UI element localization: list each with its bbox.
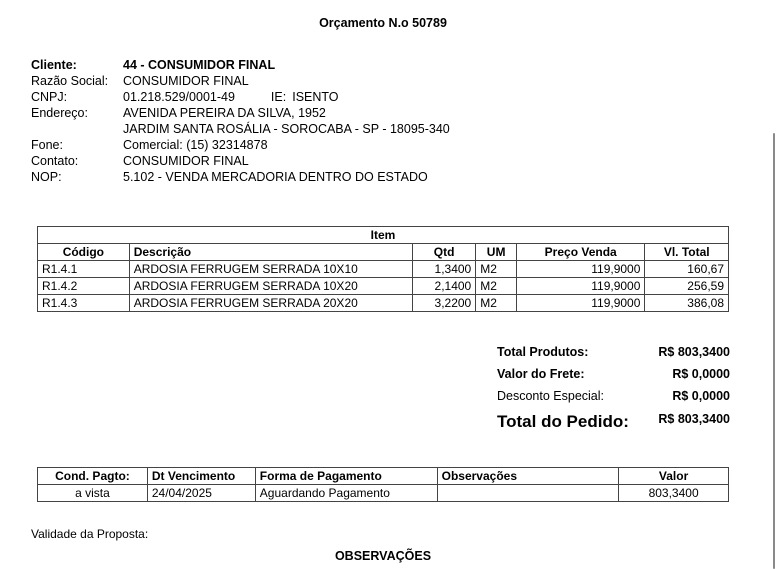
validade-proposta-label: Validade da Proposta:	[31, 527, 149, 541]
table-row	[38, 278, 729, 295]
endereco-label: Endereço:	[31, 106, 88, 120]
cell-total: 386,08	[645, 295, 729, 312]
col-header-qtd: Qtd	[413, 244, 476, 261]
total-pedido-label: Total do Pedido:	[497, 412, 629, 431]
fone-row	[31, 137, 450, 153]
desconto-row	[497, 389, 730, 411]
cell-cond-pagto: a vista	[38, 485, 148, 502]
col-header-observacoes: Observações	[437, 468, 619, 485]
client-row	[31, 57, 450, 73]
col-header-cond-pagto: Cond. Pagto:	[38, 468, 148, 485]
razao-value: CONSUMIDOR FINAL	[123, 74, 249, 88]
cell-um: M2	[476, 261, 517, 278]
col-header-forma-pagamento: Forma de Pagamento	[255, 468, 437, 485]
ie-value: ISENTO	[292, 90, 339, 104]
cell-observacoes	[437, 485, 619, 502]
endereco-line1: AVENIDA PEREIRA DA SILVA, 1952	[123, 106, 326, 120]
items-group-header: Item	[38, 227, 729, 244]
cell-dt-vencimento: 24/04/2025	[147, 485, 255, 502]
col-header-dt-vencimento: Dt Vencimento	[147, 468, 255, 485]
cell-codigo: R1.4.2	[38, 278, 130, 295]
razao-label: Razão Social:	[31, 74, 109, 88]
items-table	[37, 226, 729, 312]
cell-valor: 803,3400	[619, 485, 729, 502]
document-title: Orçamento N.o 50789	[319, 16, 447, 30]
total-produtos-label: Total Produtos:	[497, 345, 589, 359]
nop-value: 5.102 - VENDA MERCADORIA DENTRO DO ESTADO	[123, 170, 428, 184]
nop-row	[31, 169, 450, 185]
cell-descricao: ARDOSIA FERRUGEM SERRADA 20X20	[129, 295, 412, 312]
totals-block	[497, 345, 730, 437]
cnpj-label: CNPJ:	[31, 90, 68, 104]
cell-um: M2	[476, 278, 517, 295]
payment-table	[37, 467, 729, 502]
cell-qtd: 1,3400	[413, 261, 476, 278]
col-header-total: Vl. Total	[645, 244, 729, 261]
table-row	[38, 295, 729, 312]
col-header-descricao: Descrição	[129, 244, 412, 261]
table-row	[38, 261, 729, 278]
vertical-scrollbar[interactable]	[767, 0, 781, 569]
cliente-label: Cliente:	[31, 58, 77, 72]
total-pedido-value: R$ 803,3400	[658, 412, 730, 426]
nop-label: NOP:	[31, 170, 62, 184]
total-pedido-row	[497, 411, 730, 437]
total-produtos-row	[497, 345, 730, 367]
client-info	[31, 57, 450, 185]
col-header-um: UM	[476, 244, 517, 261]
cnpj-value: 01.218.529/0001-49	[123, 90, 235, 104]
fone-value: Comercial: (15) 32314878	[123, 138, 268, 152]
cell-descricao: ARDOSIA FERRUGEM SERRADA 10X20	[129, 278, 412, 295]
endereco-row	[31, 105, 450, 121]
cell-preco: 119,9000	[517, 278, 645, 295]
cell-qtd: 3,2200	[413, 295, 476, 312]
cell-forma-pagamento: Aguardando Pagamento	[255, 485, 437, 502]
valor-frete-label: Valor do Frete:	[497, 367, 585, 381]
desconto-label: Desconto Especial:	[497, 389, 605, 403]
cell-total: 256,59	[645, 278, 729, 295]
cell-total: 160,67	[645, 261, 729, 278]
cell-preco: 119,9000	[517, 295, 645, 312]
contato-row	[31, 153, 450, 169]
fone-label: Fone:	[31, 138, 63, 152]
cell-um: M2	[476, 295, 517, 312]
cell-descricao: ARDOSIA FERRUGEM SERRADA 10X10	[129, 261, 412, 278]
items-header-row	[38, 244, 729, 261]
endereco-row-2	[31, 121, 450, 137]
valor-frete-value: R$ 0,0000	[672, 367, 730, 381]
razao-row	[31, 73, 450, 89]
table-row	[38, 485, 729, 502]
items-group-header-row	[38, 227, 729, 244]
scrollbar-thumb[interactable]	[773, 133, 775, 569]
total-produtos-value: R$ 803,3400	[658, 345, 730, 359]
cnpj-row	[31, 89, 450, 105]
observacoes-heading: OBSERVAÇÕES	[334, 549, 432, 563]
cell-codigo: R1.4.1	[38, 261, 130, 278]
cell-qtd: 2,1400	[413, 278, 476, 295]
ie-label: IE:	[270, 90, 287, 104]
payment-header-row	[38, 468, 729, 485]
contato-value: CONSUMIDOR FINAL	[123, 154, 249, 168]
endereco-line2: JARDIM SANTA ROSÁLIA - SOROCABA - SP - 18095-340	[123, 122, 450, 136]
valor-frete-row	[497, 367, 730, 389]
contato-label: Contato:	[31, 154, 79, 168]
cell-codigo: R1.4.3	[38, 295, 130, 312]
col-header-valor: Valor	[619, 468, 729, 485]
cliente-value: 44 - CONSUMIDOR FINAL	[123, 58, 276, 72]
col-header-codigo: Código	[38, 244, 130, 261]
col-header-preco: Preço Venda	[517, 244, 645, 261]
cell-preco: 119,9000	[517, 261, 645, 278]
desconto-value: R$ 0,0000	[672, 389, 730, 403]
